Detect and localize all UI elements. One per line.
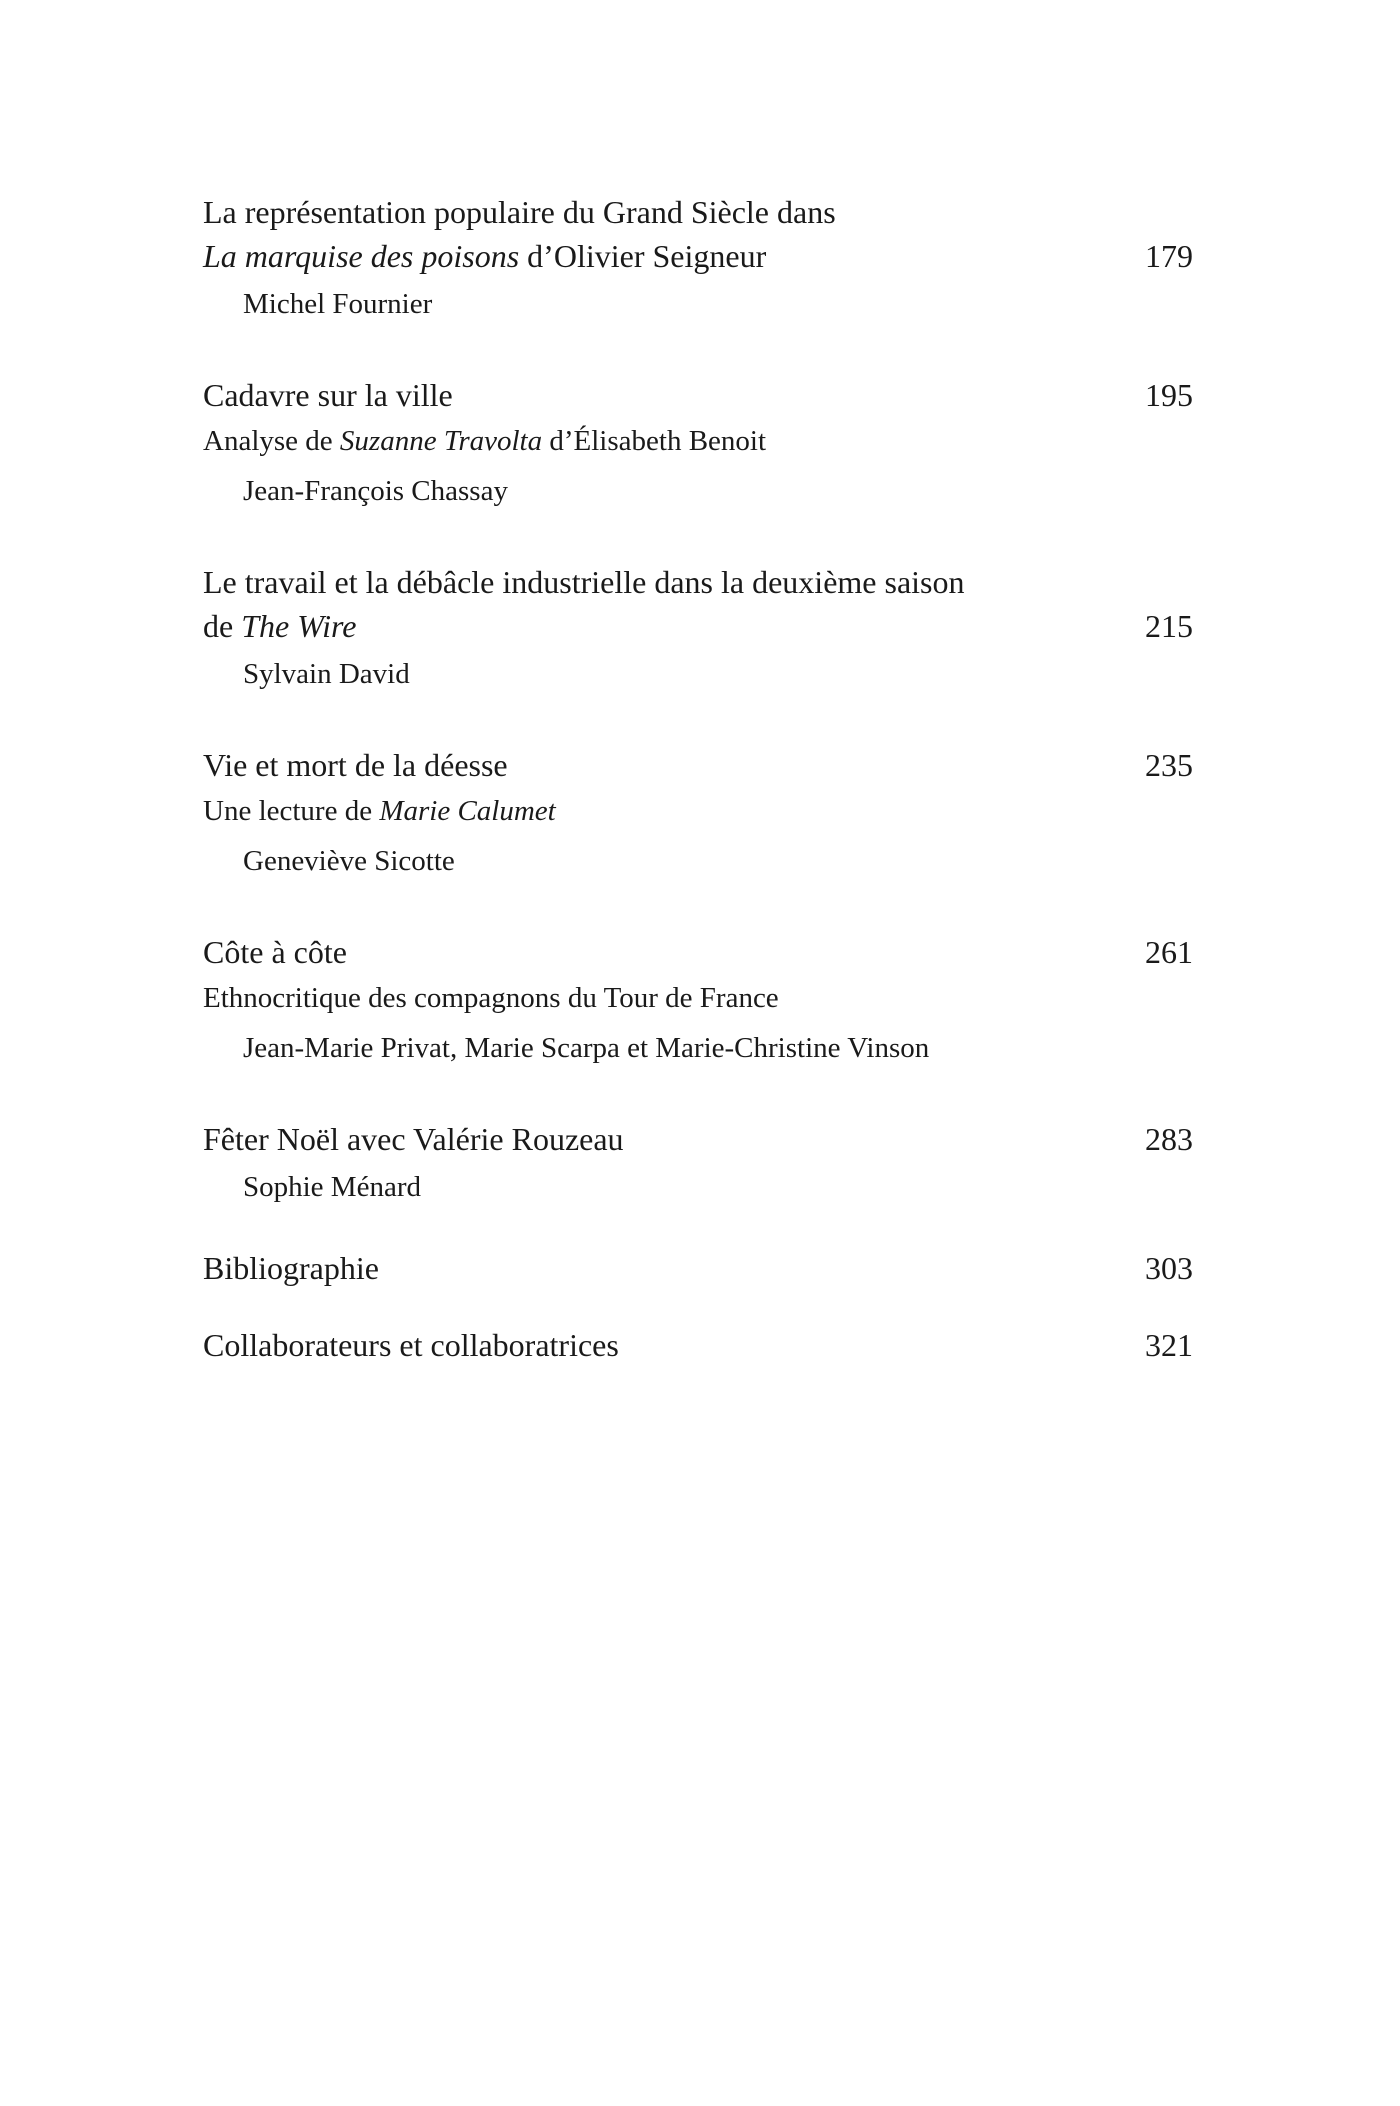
toc-entry — [203, 373, 1193, 517]
toc-entry — [203, 743, 1193, 887]
toc-entry — [203, 560, 1193, 700]
entry-title-line — [203, 560, 1193, 604]
entry-subtitle — [203, 787, 1193, 835]
entry-title-line — [203, 234, 1193, 278]
entry-title-continued — [203, 234, 1133, 278]
entry-title-line — [203, 1323, 1193, 1367]
entry-title-line — [203, 604, 1193, 648]
toc-entry — [203, 1246, 1193, 1290]
subtitle-prefix: Une lecture de — [203, 795, 380, 827]
page-number: 215 — [1145, 608, 1193, 644]
toc-entry — [203, 930, 1193, 1074]
work-title: Suzanne Travolta — [339, 425, 543, 457]
entry-title: Côte à côte — [203, 934, 347, 970]
entry-title-line — [203, 930, 1193, 974]
entry-title-prefix: de — [203, 608, 242, 644]
table-of-contents — [203, 190, 1193, 1410]
page-number: 261 — [1145, 934, 1193, 970]
page-number: 321 — [1145, 1327, 1193, 1363]
subtitle-prefix: Analyse de — [203, 425, 340, 457]
entry-title: Le travail et la débâcle industrielle dans la deuxième saison — [203, 564, 965, 600]
page-number: 235 — [1145, 747, 1193, 783]
entry-title-continued — [203, 604, 1133, 648]
page-number: 179 — [1145, 238, 1193, 274]
entry-title: La représentation populaire du Grand Siècle dans — [203, 194, 836, 230]
entry-author: Jean-François Chassay — [243, 475, 508, 507]
entry-title: Collaborateurs et collaboratrices — [203, 1327, 619, 1363]
entry-title-line — [203, 1246, 1193, 1290]
entry-author: Geneviève Sicotte — [243, 845, 455, 877]
work-title: Marie Calumet — [379, 795, 556, 827]
entry-title: Fêter Noël avec Valérie Rouzeau — [203, 1121, 624, 1157]
toc-entry — [203, 190, 1193, 330]
toc-entry — [203, 1323, 1193, 1367]
work-title: The Wire — [241, 608, 357, 644]
entry-author: Jean-Marie Privat, Marie Scarpa et Marie-Christine Vinson — [243, 1032, 930, 1064]
entry-title: Cadavre sur la ville — [203, 377, 453, 413]
page-number: 303 — [1145, 1250, 1193, 1286]
entry-title: Bibliographie — [203, 1250, 379, 1286]
page-number: 283 — [1145, 1121, 1193, 1157]
toc-entry — [203, 1117, 1193, 1213]
entry-title-line — [203, 1117, 1193, 1161]
entry-title-line — [203, 190, 1193, 234]
subtitle-suffix: d’Élisabeth Benoit — [542, 425, 767, 457]
entry-title-rest: d’Olivier Seigneur — [519, 238, 767, 274]
entry-title-line — [203, 373, 1193, 417]
page-number: 195 — [1145, 377, 1193, 413]
entry-author: Sylvain David — [243, 658, 410, 690]
entry-author: Michel Fournier — [243, 288, 433, 320]
entry-subtitle — [203, 417, 1193, 465]
entry-author: Sophie Ménard — [243, 1171, 421, 1203]
entry-title-line — [203, 743, 1193, 787]
work-title: La marquise des poisons — [203, 238, 520, 274]
entry-title: Vie et mort de la déesse — [203, 747, 508, 783]
entry-subtitle: Ethnocritique des compagnons du Tour de France — [203, 982, 779, 1014]
